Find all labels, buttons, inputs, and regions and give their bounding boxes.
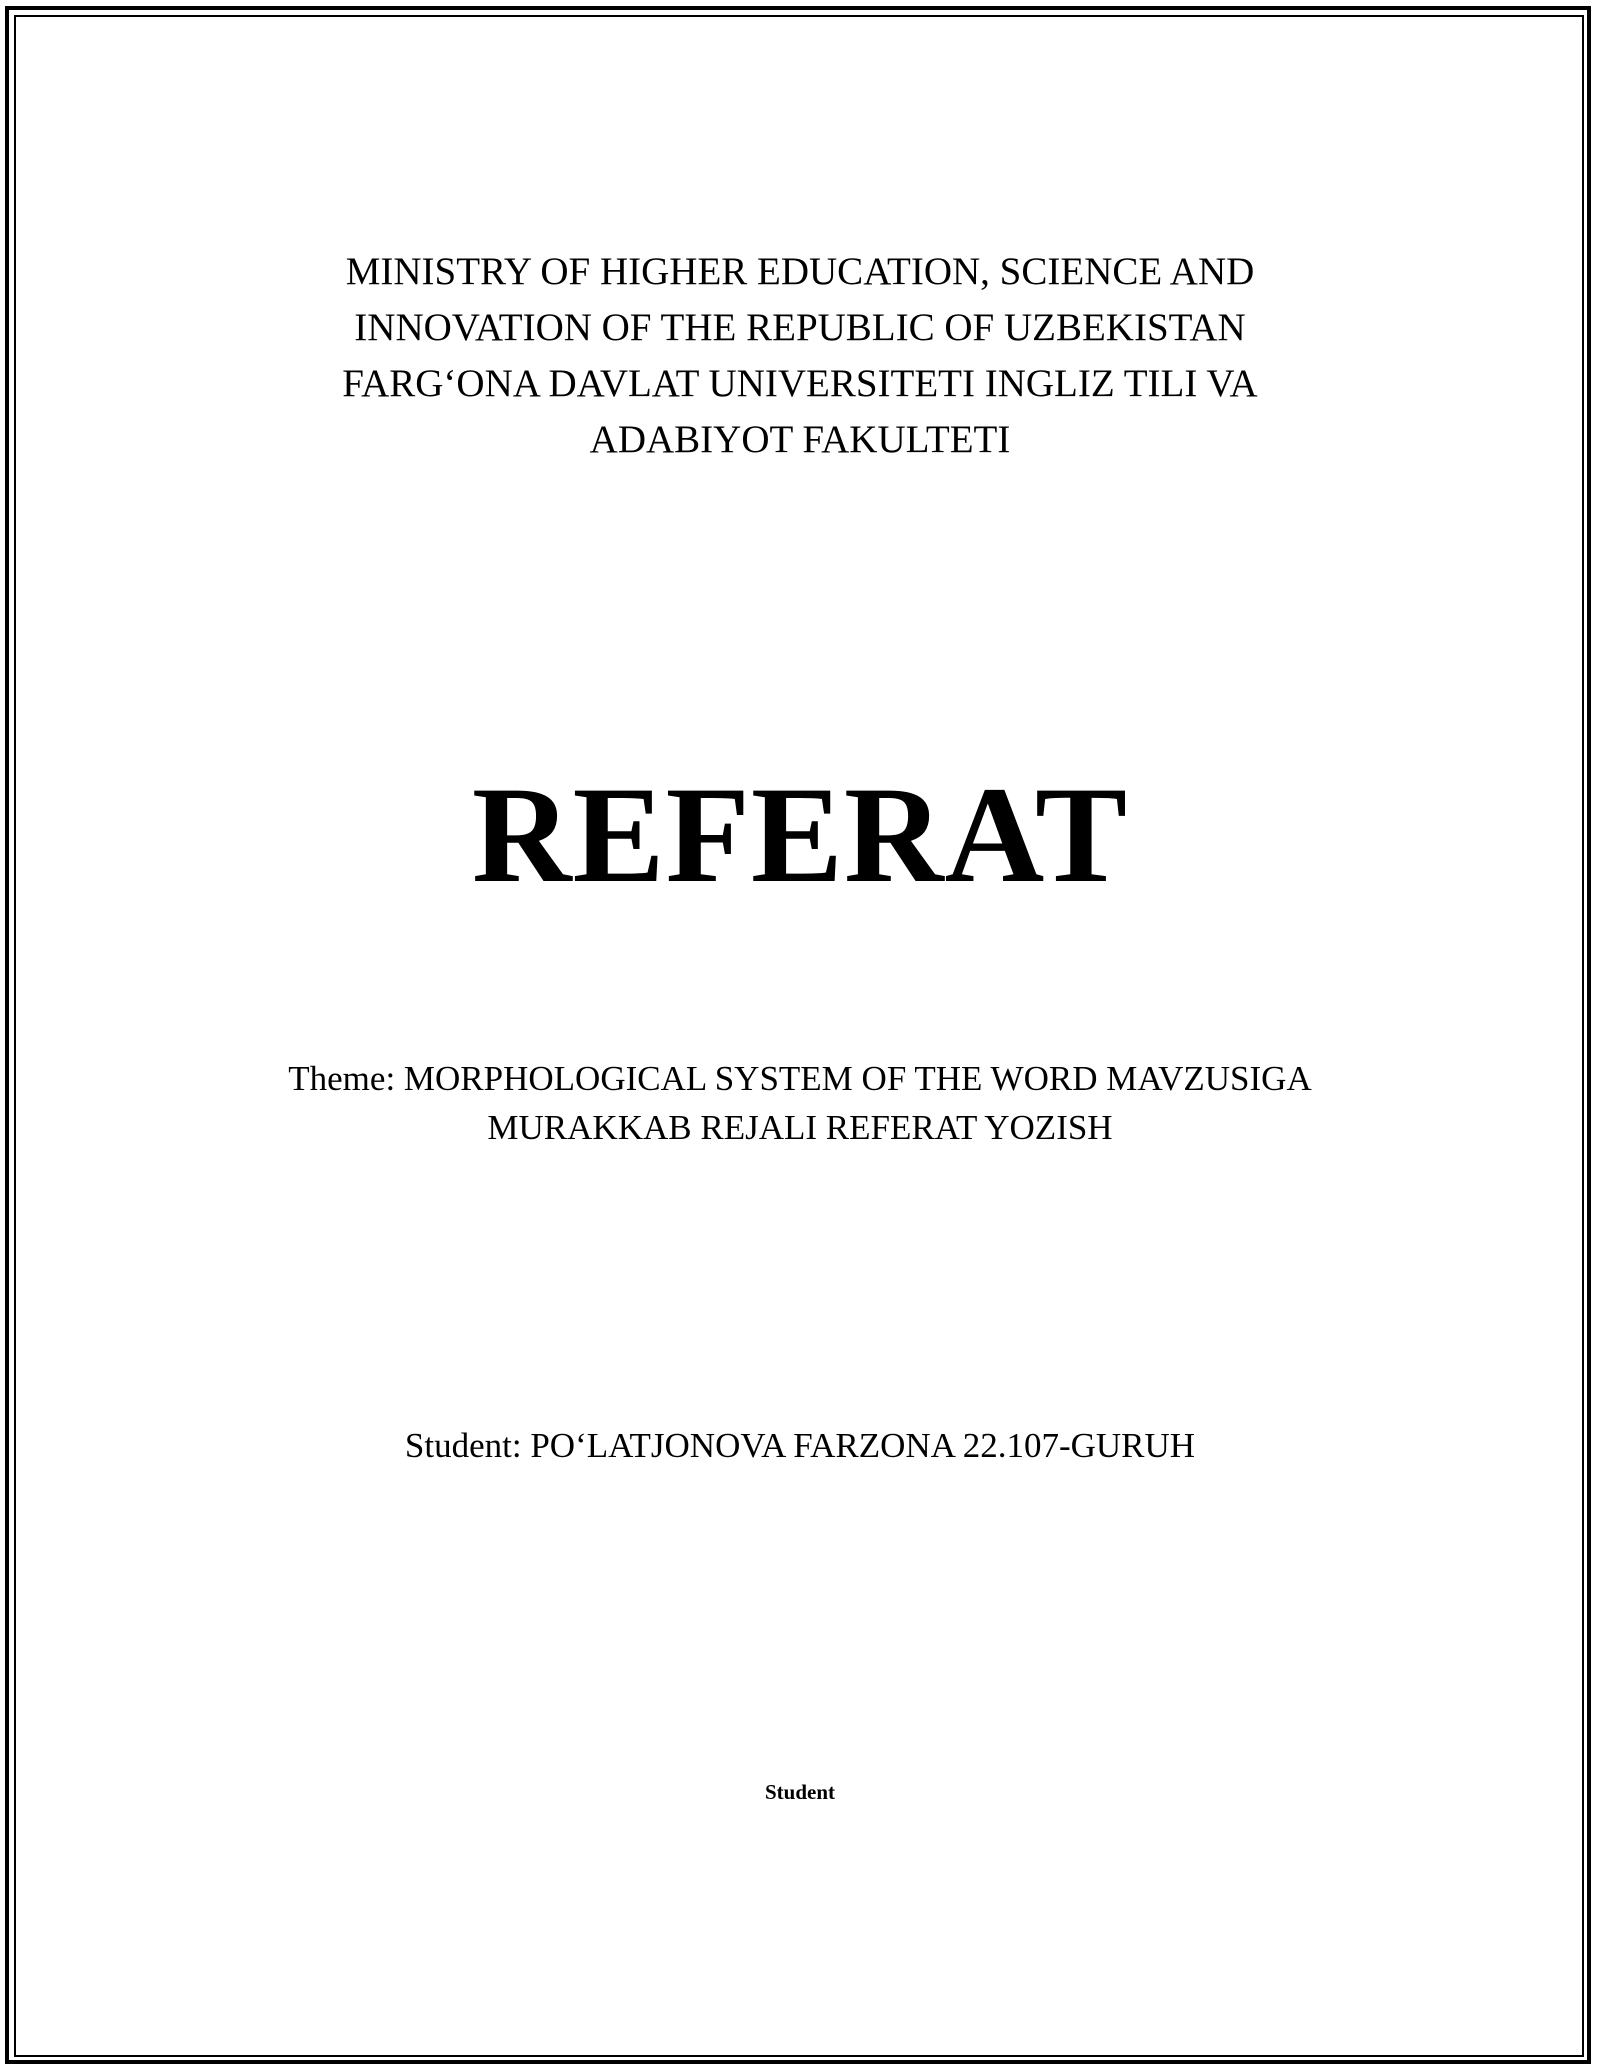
student-info: Student: PO‘LATJONOVA FARZONA 22.107-GURUH	[404, 1426, 1196, 1465]
header-line: FARG‘ONA DAVLAT UNIVERSITETI INGLIZ TILI VA	[342, 362, 1258, 405]
theme-text	[0, 1054, 1600, 1152]
header-line: ADABIYOT FAKULTETI	[589, 418, 1011, 461]
header-line: INNOVATION OF THE REPUBLIC OF UZBEKISTAN	[354, 306, 1246, 349]
theme-line: MURAKKAB REJALI REFERAT YOZISH	[487, 1108, 1113, 1147]
document-title: REFERAT	[471, 758, 1129, 911]
header-line: MINISTRY OF HIGHER EDUCATION, SCIENCE AND	[345, 250, 1255, 293]
footer-student-label: Student	[764, 1780, 836, 1804]
theme-line: Theme: MORPHOLOGICAL SYSTEM OF THE WORD MAVZUSIGA	[288, 1059, 1312, 1098]
institution-header	[0, 244, 1600, 468]
